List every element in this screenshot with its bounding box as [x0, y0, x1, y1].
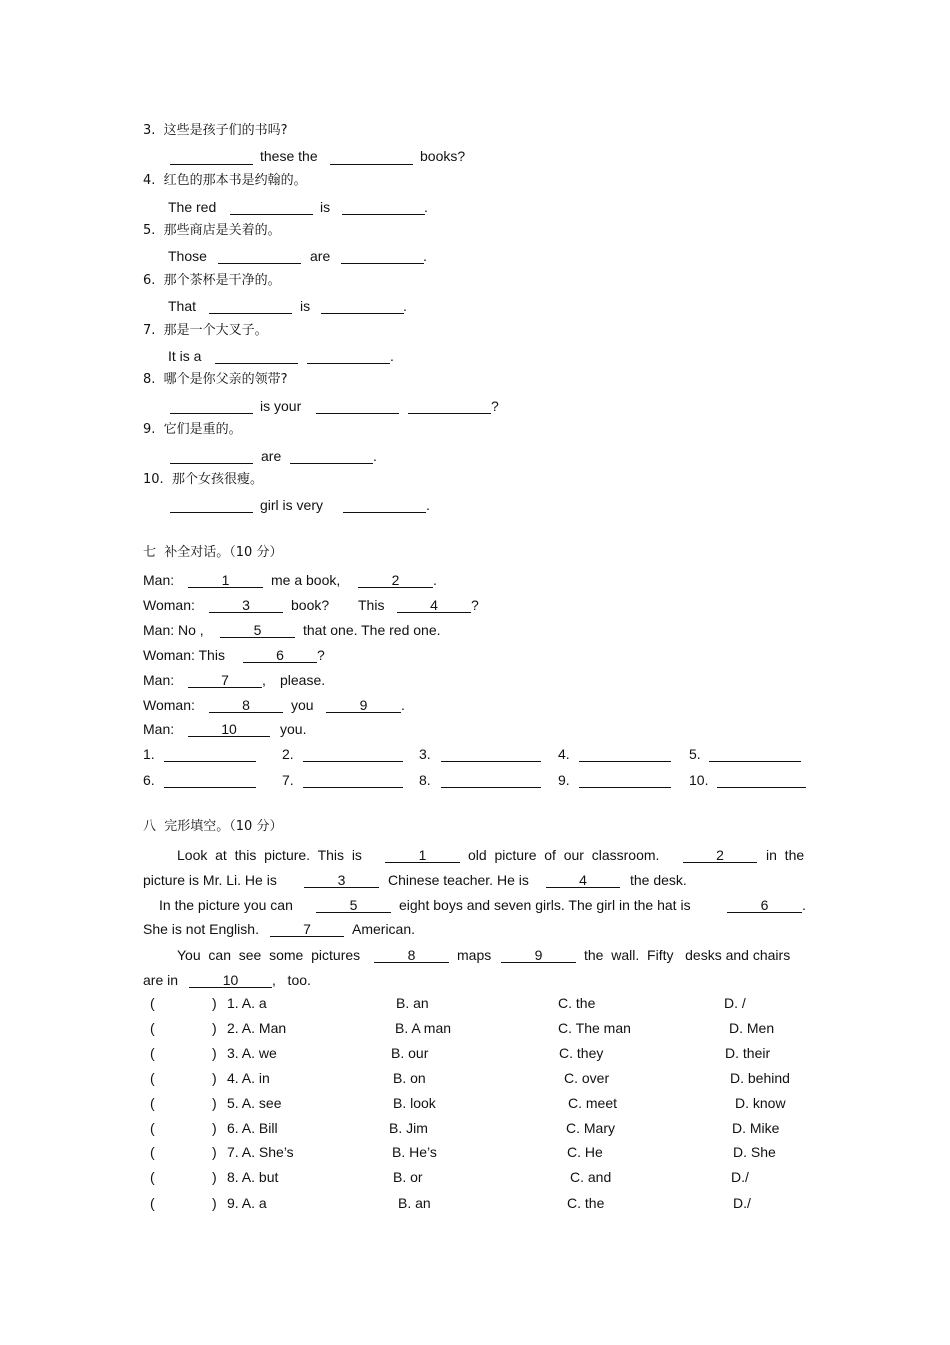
q9-blank-2[interactable]	[290, 447, 373, 464]
paren-close: )	[212, 1045, 217, 1061]
choice-a[interactable]: 6. A. Bill	[227, 1120, 278, 1136]
paren-open: (	[150, 1195, 155, 1211]
answer-blank-1[interactable]	[164, 745, 256, 762]
choice-b[interactable]: B. an	[398, 1195, 431, 1211]
paren-open: (	[150, 1169, 155, 1185]
q7-blank-1[interactable]	[215, 347, 298, 364]
dialog-blank-6[interactable]: 6	[243, 646, 317, 663]
section8-title: 八 完形填空。（10 分）	[143, 819, 283, 834]
paren-close: )	[212, 1020, 217, 1036]
q8-blank-3[interactable]	[408, 397, 491, 414]
dialog-text: .	[433, 572, 437, 588]
choice-a[interactable]: 4. A. in	[227, 1070, 270, 1086]
q3-blank-1[interactable]	[170, 148, 253, 165]
choice-c[interactable]: C. Mary	[566, 1120, 615, 1136]
choice-d[interactable]: D./	[733, 1195, 751, 1211]
passage-text: eight boys and seven girls. The girl in the hat is	[399, 897, 691, 913]
q5-blank-2[interactable]	[341, 247, 424, 264]
q4-text-2: is	[320, 199, 331, 215]
q5-chinese: 5. 那些商店是关着的。	[143, 223, 281, 238]
q9-text-2: .	[373, 448, 377, 464]
answer-label-6: 6.	[143, 772, 155, 788]
q3-chinese: 3. 这些是孩子们的书吗?	[143, 123, 288, 138]
answer-blank-8[interactable]	[441, 771, 541, 788]
q8-text-1: is your	[260, 398, 302, 414]
answer-label-5: 5.	[689, 746, 701, 762]
answer-blank-4[interactable]	[579, 745, 671, 762]
q6-text-3: .	[403, 298, 407, 314]
choice-d[interactable]: D./	[731, 1169, 749, 1185]
choice-d[interactable]: D. behind	[730, 1070, 790, 1086]
paren-close: )	[212, 995, 217, 1011]
paren-open: (	[150, 1144, 155, 1160]
dialog-blank-4[interactable]: 4	[397, 596, 471, 613]
answer-label-1: 1.	[143, 746, 155, 762]
cloze-blank-4[interactable]: 4	[546, 871, 620, 888]
dialog-speaker: Woman:	[143, 697, 195, 713]
choice-b[interactable]: B. on	[393, 1070, 426, 1086]
choice-d[interactable]: D. Men	[729, 1020, 775, 1036]
q8-blank-2[interactable]	[316, 397, 399, 414]
dialog-blank-7[interactable]: 7	[188, 671, 262, 688]
q5-text-3: .	[423, 248, 427, 264]
choice-b[interactable]: B. look	[393, 1095, 436, 1111]
passage-text: You can see some pictures	[177, 947, 361, 963]
q6-text-1: That	[168, 298, 197, 314]
choice-a[interactable]: 2. A. Man	[227, 1020, 287, 1036]
dialog-blank-10[interactable]: 10	[188, 720, 270, 737]
dialog-blank-3[interactable]: 3	[209, 596, 283, 613]
choice-b[interactable]: B. or	[393, 1169, 423, 1185]
q3-text-2: books?	[420, 148, 466, 164]
answer-blank-3[interactable]	[441, 745, 541, 762]
dialog-text: ,	[262, 672, 266, 688]
q3-blank-2[interactable]	[330, 148, 413, 165]
dialog-text: you	[291, 697, 314, 713]
paren-open: (	[150, 1070, 155, 1086]
q10-blank-2[interactable]	[343, 496, 426, 513]
cloze-blank-7[interactable]: 7	[270, 920, 344, 937]
dialog-speaker: Woman:	[143, 597, 195, 613]
dialog-speaker: Man:	[143, 572, 175, 588]
q7-text-2: .	[390, 348, 394, 364]
passage-text: American.	[352, 921, 416, 937]
q4-blank-1[interactable]	[230, 198, 313, 215]
answer-label-9: 9.	[558, 772, 570, 788]
cloze-blank-10[interactable]: 10	[189, 971, 272, 988]
q7-text-1: It is a	[168, 348, 202, 364]
dialog-text: please.	[280, 672, 326, 688]
q5-blank-1[interactable]	[218, 247, 301, 264]
paren-open: (	[150, 1120, 155, 1136]
paren-close: )	[212, 1095, 217, 1111]
q8-chinese: 8. 哪个是你父亲的领带?	[143, 372, 288, 387]
dialog-blank-9[interactable]: 9	[326, 696, 401, 713]
choice-d[interactable]: D. Mike	[732, 1120, 780, 1136]
choice-d[interactable]: D. know	[735, 1095, 786, 1111]
q10-chinese: 10. 那个女孩很瘦。	[143, 472, 263, 487]
dialog-text: ?	[471, 597, 479, 613]
choice-b[interactable]: B. our	[391, 1045, 429, 1061]
paren-close: )	[212, 1070, 217, 1086]
choice-c[interactable]: C. The man	[558, 1020, 631, 1036]
passage-text: , too.	[272, 972, 311, 988]
choice-a[interactable]: 7. A. She’s	[227, 1144, 294, 1160]
dialog-text: ?	[317, 647, 325, 663]
dialog-text: that one. The red one.	[303, 622, 441, 638]
paren-close: )	[212, 1169, 217, 1185]
passage-text: in the	[766, 847, 805, 863]
cloze-blank-6[interactable]: 6	[727, 896, 802, 913]
choice-d[interactable]: D. their	[725, 1045, 771, 1061]
q6-text-2: is	[300, 298, 311, 314]
q6-chinese: 6. 那个茶杯是干净的。	[143, 273, 281, 288]
choice-b[interactable]: B. He’s	[392, 1144, 437, 1160]
q9-text-1: are	[261, 448, 282, 464]
dialog-text: This	[358, 597, 385, 613]
passage-text: picture is Mr. Li. He is	[143, 872, 277, 888]
dialog-text: book?	[291, 597, 330, 613]
q8-text-2: ?	[491, 398, 499, 414]
cloze-blank-8[interactable]: 8	[374, 946, 449, 963]
q6-blank-1[interactable]	[209, 297, 292, 314]
answer-blank-10[interactable]	[717, 771, 806, 788]
q5-text-2: are	[310, 248, 331, 264]
q9-chinese: 9. 它们是重的。	[143, 422, 242, 437]
q5-text-1: Those	[168, 248, 207, 264]
paren-open: (	[150, 1045, 155, 1061]
dialog-text: me a book,	[271, 572, 341, 588]
answer-label-7: 7.	[282, 772, 294, 788]
answer-label-8: 8.	[419, 772, 431, 788]
q6-blank-2[interactable]	[321, 297, 404, 314]
cloze-blank-5[interactable]: 5	[316, 896, 391, 913]
cloze-blank-9[interactable]: 9	[501, 946, 576, 963]
dialog-blank-5[interactable]: 5	[220, 621, 295, 638]
paren-open: (	[150, 1095, 155, 1111]
choice-c[interactable]: C. the	[567, 1195, 605, 1211]
dialog-text: you.	[280, 721, 307, 737]
q10-text-2: .	[426, 497, 430, 513]
dialog-blank-8[interactable]: 8	[209, 696, 283, 713]
q7-blank-2[interactable]	[307, 347, 390, 364]
passage-text: Chinese teacher. He is	[388, 872, 529, 888]
section7-title: 七 补全对话。（10 分）	[143, 545, 283, 560]
dialog-blank-1[interactable]: 1	[188, 571, 263, 588]
passage-text: Look at this picture. This is	[177, 847, 362, 863]
passage-text: are in	[143, 972, 179, 988]
answer-blank-6[interactable]	[164, 771, 256, 788]
passage-text: the desk.	[630, 872, 687, 888]
dialog-speaker: Woman: This	[143, 647, 225, 663]
choice-a[interactable]: 8. A. but	[227, 1169, 279, 1185]
cloze-blank-2[interactable]: 2	[683, 846, 757, 863]
choice-c[interactable]: C. meet	[568, 1095, 618, 1111]
answer-blank-2[interactable]	[303, 745, 403, 762]
q9-blank-1[interactable]	[170, 447, 253, 464]
q4-chinese: 4. 红色的那本书是约翰的。	[143, 173, 307, 188]
answer-blank-5[interactable]	[709, 745, 801, 762]
dialog-speaker: Man: No ,	[143, 622, 204, 638]
cloze-blank-3[interactable]: 3	[304, 871, 379, 888]
paren-close: )	[212, 1144, 217, 1160]
q3-text-1: these the	[260, 148, 318, 164]
choice-c[interactable]: C. and	[570, 1169, 612, 1185]
passage-text: .	[802, 897, 806, 913]
q4-text-1: The red	[168, 199, 217, 215]
passage-text: She is not English.	[143, 921, 259, 937]
choice-b[interactable]: B. A man	[395, 1020, 452, 1036]
choice-c[interactable]: C. the	[558, 995, 596, 1011]
paren-open: (	[150, 995, 155, 1011]
choice-b[interactable]: B. Jim	[389, 1120, 428, 1136]
choice-a[interactable]: 1. A. a	[227, 995, 267, 1011]
paren-close: )	[212, 1195, 217, 1211]
choice-b[interactable]: B. an	[396, 995, 429, 1011]
passage-text: In the picture you can	[159, 897, 293, 913]
q4-text-3: .	[424, 199, 428, 215]
passage-text: the wall. Fifty desks and chairs	[584, 947, 791, 963]
choice-d[interactable]: D. /	[724, 995, 746, 1011]
paren-close: )	[212, 1120, 217, 1136]
dialog-speaker: Man:	[143, 672, 175, 688]
choice-c[interactable]: C. He	[567, 1144, 603, 1160]
dialog-speaker: Man:	[143, 721, 175, 737]
answer-label-3: 3.	[419, 746, 431, 762]
answer-label-4: 4.	[558, 746, 570, 762]
choice-a[interactable]: 3. A. we	[227, 1045, 277, 1061]
q10-blank-1[interactable]	[170, 496, 253, 513]
answer-label-2: 2.	[282, 746, 294, 762]
choice-c[interactable]: C. over	[564, 1070, 610, 1086]
dialog-text: .	[401, 697, 405, 713]
answer-blank-7[interactable]	[303, 771, 403, 788]
cloze-blank-1[interactable]: 1	[385, 846, 460, 863]
choice-a[interactable]: 5. A. see	[227, 1095, 282, 1111]
choice-d[interactable]: D. She	[733, 1144, 776, 1160]
passage-text: old picture of our classroom.	[468, 847, 660, 863]
paren-open: (	[150, 1020, 155, 1036]
choice-c[interactable]: C. they	[559, 1045, 604, 1061]
q7-chinese: 7. 那是一个大叉子。	[143, 323, 268, 338]
q8-blank-1[interactable]	[170, 397, 253, 414]
answer-blank-9[interactable]	[579, 771, 671, 788]
q10-text-1: girl is very	[260, 497, 324, 513]
dialog-blank-2[interactable]: 2	[358, 571, 433, 588]
q4-blank-2[interactable]	[342, 198, 425, 215]
choice-a[interactable]: 9. A. a	[227, 1195, 267, 1211]
answer-label-10: 10.	[689, 772, 709, 788]
passage-text: maps	[457, 947, 492, 963]
